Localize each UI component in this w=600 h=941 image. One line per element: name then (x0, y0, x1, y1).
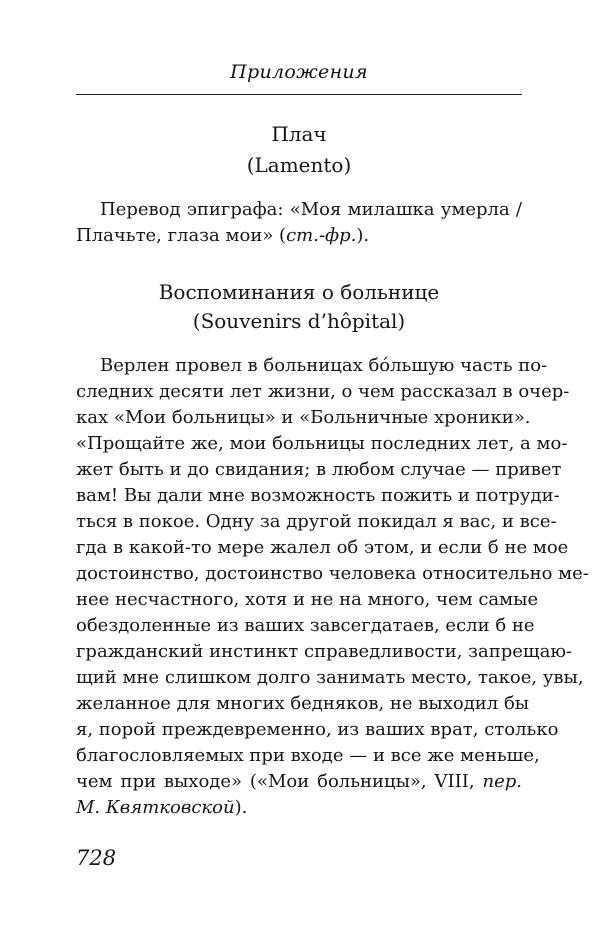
epigraph-language-note: ст.-фр. (286, 225, 357, 246)
page-number: 728 (76, 846, 117, 870)
text-line: достоинство, достоинство человека относительно ме- (76, 563, 589, 584)
text-line: вам! Вы дали мне возможность пожить и потруди- (76, 485, 560, 506)
text-line-17 (76, 769, 522, 795)
epigraph-line-2-end: ). (356, 225, 370, 246)
text-line: обездоленные из ваших завсегдатаев, если б не (76, 615, 535, 636)
text-line-17-text: чем при выходе» («Мои больницы», VIII, (76, 771, 475, 792)
text-line: ться в покое. Одну за другой покидал я вас, и все- (76, 511, 557, 532)
text-line: жет быть и до свидания; в любом случае — привет (76, 459, 562, 480)
text-line: желанное для многих бедняков, не выходил бы (76, 693, 530, 714)
commentary-paragraph (76, 353, 589, 821)
text-line: ках «Мои больницы» и «Больничные хроники». (76, 407, 531, 428)
text-line: Верлен провел в больницах бóльшую часть по- (100, 355, 548, 376)
epigraph-line-2-text: Плачьте, глаза мои» ( (76, 225, 287, 246)
text-line: гда в какой-то мере жалел об этом, и если б не мое (76, 537, 569, 558)
running-head: Приложения (230, 61, 368, 83)
text-line: благословляемых при входе — и все же меньше, (76, 745, 540, 766)
text-line: гражданский инстинкт справедливости, запрещаю- (76, 641, 573, 662)
epigraph-note (76, 197, 522, 249)
translator-name: М. Квятковской (76, 797, 235, 818)
header-rule (76, 94, 522, 95)
text-line: щий мне слишком долго занимать место, такое, увы, (76, 667, 584, 688)
text-line-18-end: ). (234, 797, 248, 818)
translator-note: пер. (482, 771, 522, 792)
section-title-vospominaniya: Воспоминания о больнице (158, 280, 440, 304)
text-line: «Прощайте же, мои больницы последних лет, а мо- (76, 433, 568, 454)
epigraph-line-2 (76, 223, 522, 249)
text-line: я, порой преждевременно, из ваших врат, столько (76, 719, 559, 740)
section-subtitle-lamento: (Lamento) (246, 153, 352, 177)
epigraph-line-1: Перевод эпиграфа: «Моя милашка умерла / (100, 199, 522, 220)
section-title-plach: Плач (271, 122, 327, 146)
text-line: нее несчастного, хотя и не на много, чем самые (76, 589, 539, 610)
section-subtitle-souvenirs: (Souvenirs d’hôpital) (192, 309, 406, 333)
text-line-18 (76, 795, 522, 821)
text-line: следних десяти лет жизни, о чем рассказал в очер- (76, 381, 570, 402)
